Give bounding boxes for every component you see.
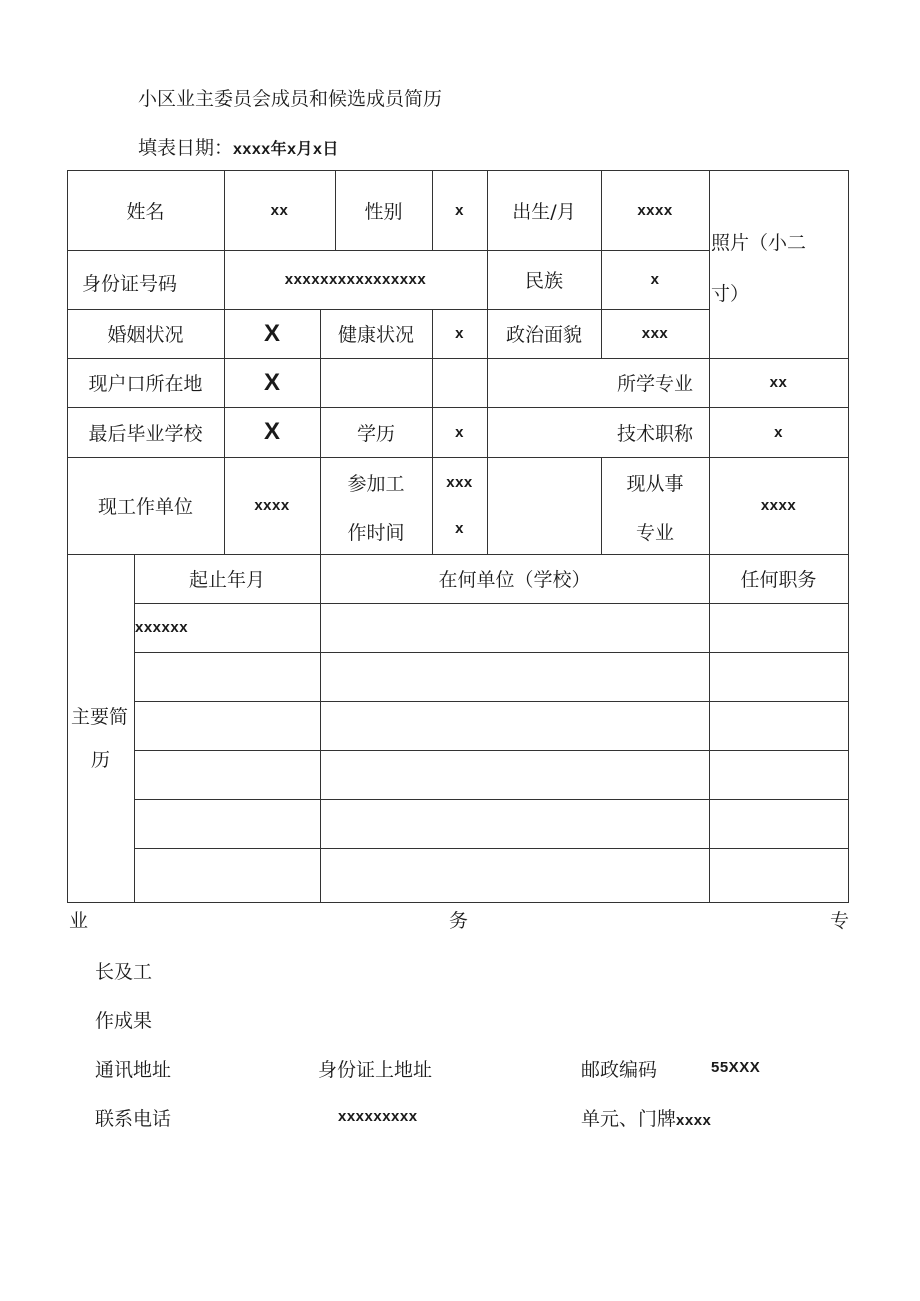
address-label: 通讯地址 — [95, 1059, 172, 1081]
education-label: 学历 — [356, 422, 395, 445]
work-start-label-line1: 参加工 — [347, 472, 405, 495]
gender-value: x — [455, 201, 464, 219]
health-value: x — [455, 325, 464, 342]
current-field-label-line2: 专业 — [635, 521, 674, 544]
unit-number — [581, 1104, 711, 1131]
work-start-value-line2: x — [455, 519, 464, 537]
resume-row-1-period: xxxxxx — [135, 619, 189, 636]
postcode-value: 55XXX — [711, 1059, 761, 1076]
marital-label: 婚姻状况 — [107, 324, 184, 346]
employer-value: xxxx — [254, 497, 290, 514]
tech-title-label: 技术职称 — [616, 422, 693, 445]
unit-label: 单元、门牌 — [581, 1108, 677, 1130]
marital-value: X — [263, 319, 280, 347]
id-label: 身份证号码 — [82, 273, 178, 295]
political-value: xxx — [641, 325, 669, 342]
school-value: X — [263, 418, 280, 445]
resume-col-period: 起止年月 — [188, 569, 265, 591]
photo-label-line2: 寸） — [711, 283, 750, 305]
specialty-line-2: 长及工 — [95, 961, 153, 983]
fill-date — [138, 133, 339, 160]
specialty-char-1: 业 — [69, 910, 89, 932]
major-label: 所学专业 — [616, 373, 693, 395]
postcode-label: 邮政编码 — [581, 1059, 658, 1081]
id-value: xxxxxxxxxxxxxxxx — [284, 271, 427, 288]
fill-date-value: xxxx年x月x日 — [233, 141, 339, 158]
name-value: xx — [270, 201, 289, 219]
school-label: 最后毕业学校 — [88, 422, 203, 445]
unit-value: xxxx — [676, 1112, 712, 1129]
current-field-label-line1: 现从事 — [626, 472, 684, 495]
phone-label: 联系电话 — [95, 1108, 172, 1130]
education-value: x — [455, 423, 464, 441]
work-start-label-line2: 作时间 — [347, 521, 405, 544]
work-start-value-line1: xxx — [446, 473, 473, 491]
specialty-line-3: 作成果 — [95, 1010, 153, 1032]
major-value: xx — [769, 374, 788, 391]
birth-label: 出生/月 — [512, 200, 576, 223]
employer-label: 现工作单位 — [97, 496, 193, 518]
name-label: 姓名 — [126, 200, 165, 223]
resume-col-unit: 在何单位（学校） — [438, 569, 591, 591]
gender-label: 性别 — [364, 200, 403, 223]
tech-title-value: x — [774, 423, 783, 441]
page-title: 小区业主委员会成员和候选成员简历 — [138, 88, 443, 110]
current-field-value: xxxx — [760, 497, 797, 514]
address-value: 身份证上地址 — [318, 1059, 433, 1081]
resume-label-line1: 主要简 — [71, 706, 129, 728]
resume-col-position: 任何职务 — [740, 569, 817, 591]
fill-date-label: 填表日期： — [138, 137, 234, 159]
resume-label-line2: 历 — [91, 749, 111, 771]
hukou-label: 现户口所在地 — [88, 373, 203, 395]
health-label: 健康状况 — [337, 324, 414, 346]
phone-value: xxxxxxxxx — [338, 1108, 418, 1125]
specialty-char-2: 务 — [449, 910, 469, 932]
photo-label-line1: 照片（小二 — [711, 232, 807, 254]
political-label: 政治面貌 — [505, 324, 582, 346]
hukou-value: X — [263, 368, 280, 396]
birth-value: xxxx — [637, 201, 673, 219]
ethnicity-label: 民族 — [524, 270, 563, 292]
ethnicity-value: x — [650, 271, 660, 288]
specialty-char-3: 专 — [830, 910, 850, 932]
